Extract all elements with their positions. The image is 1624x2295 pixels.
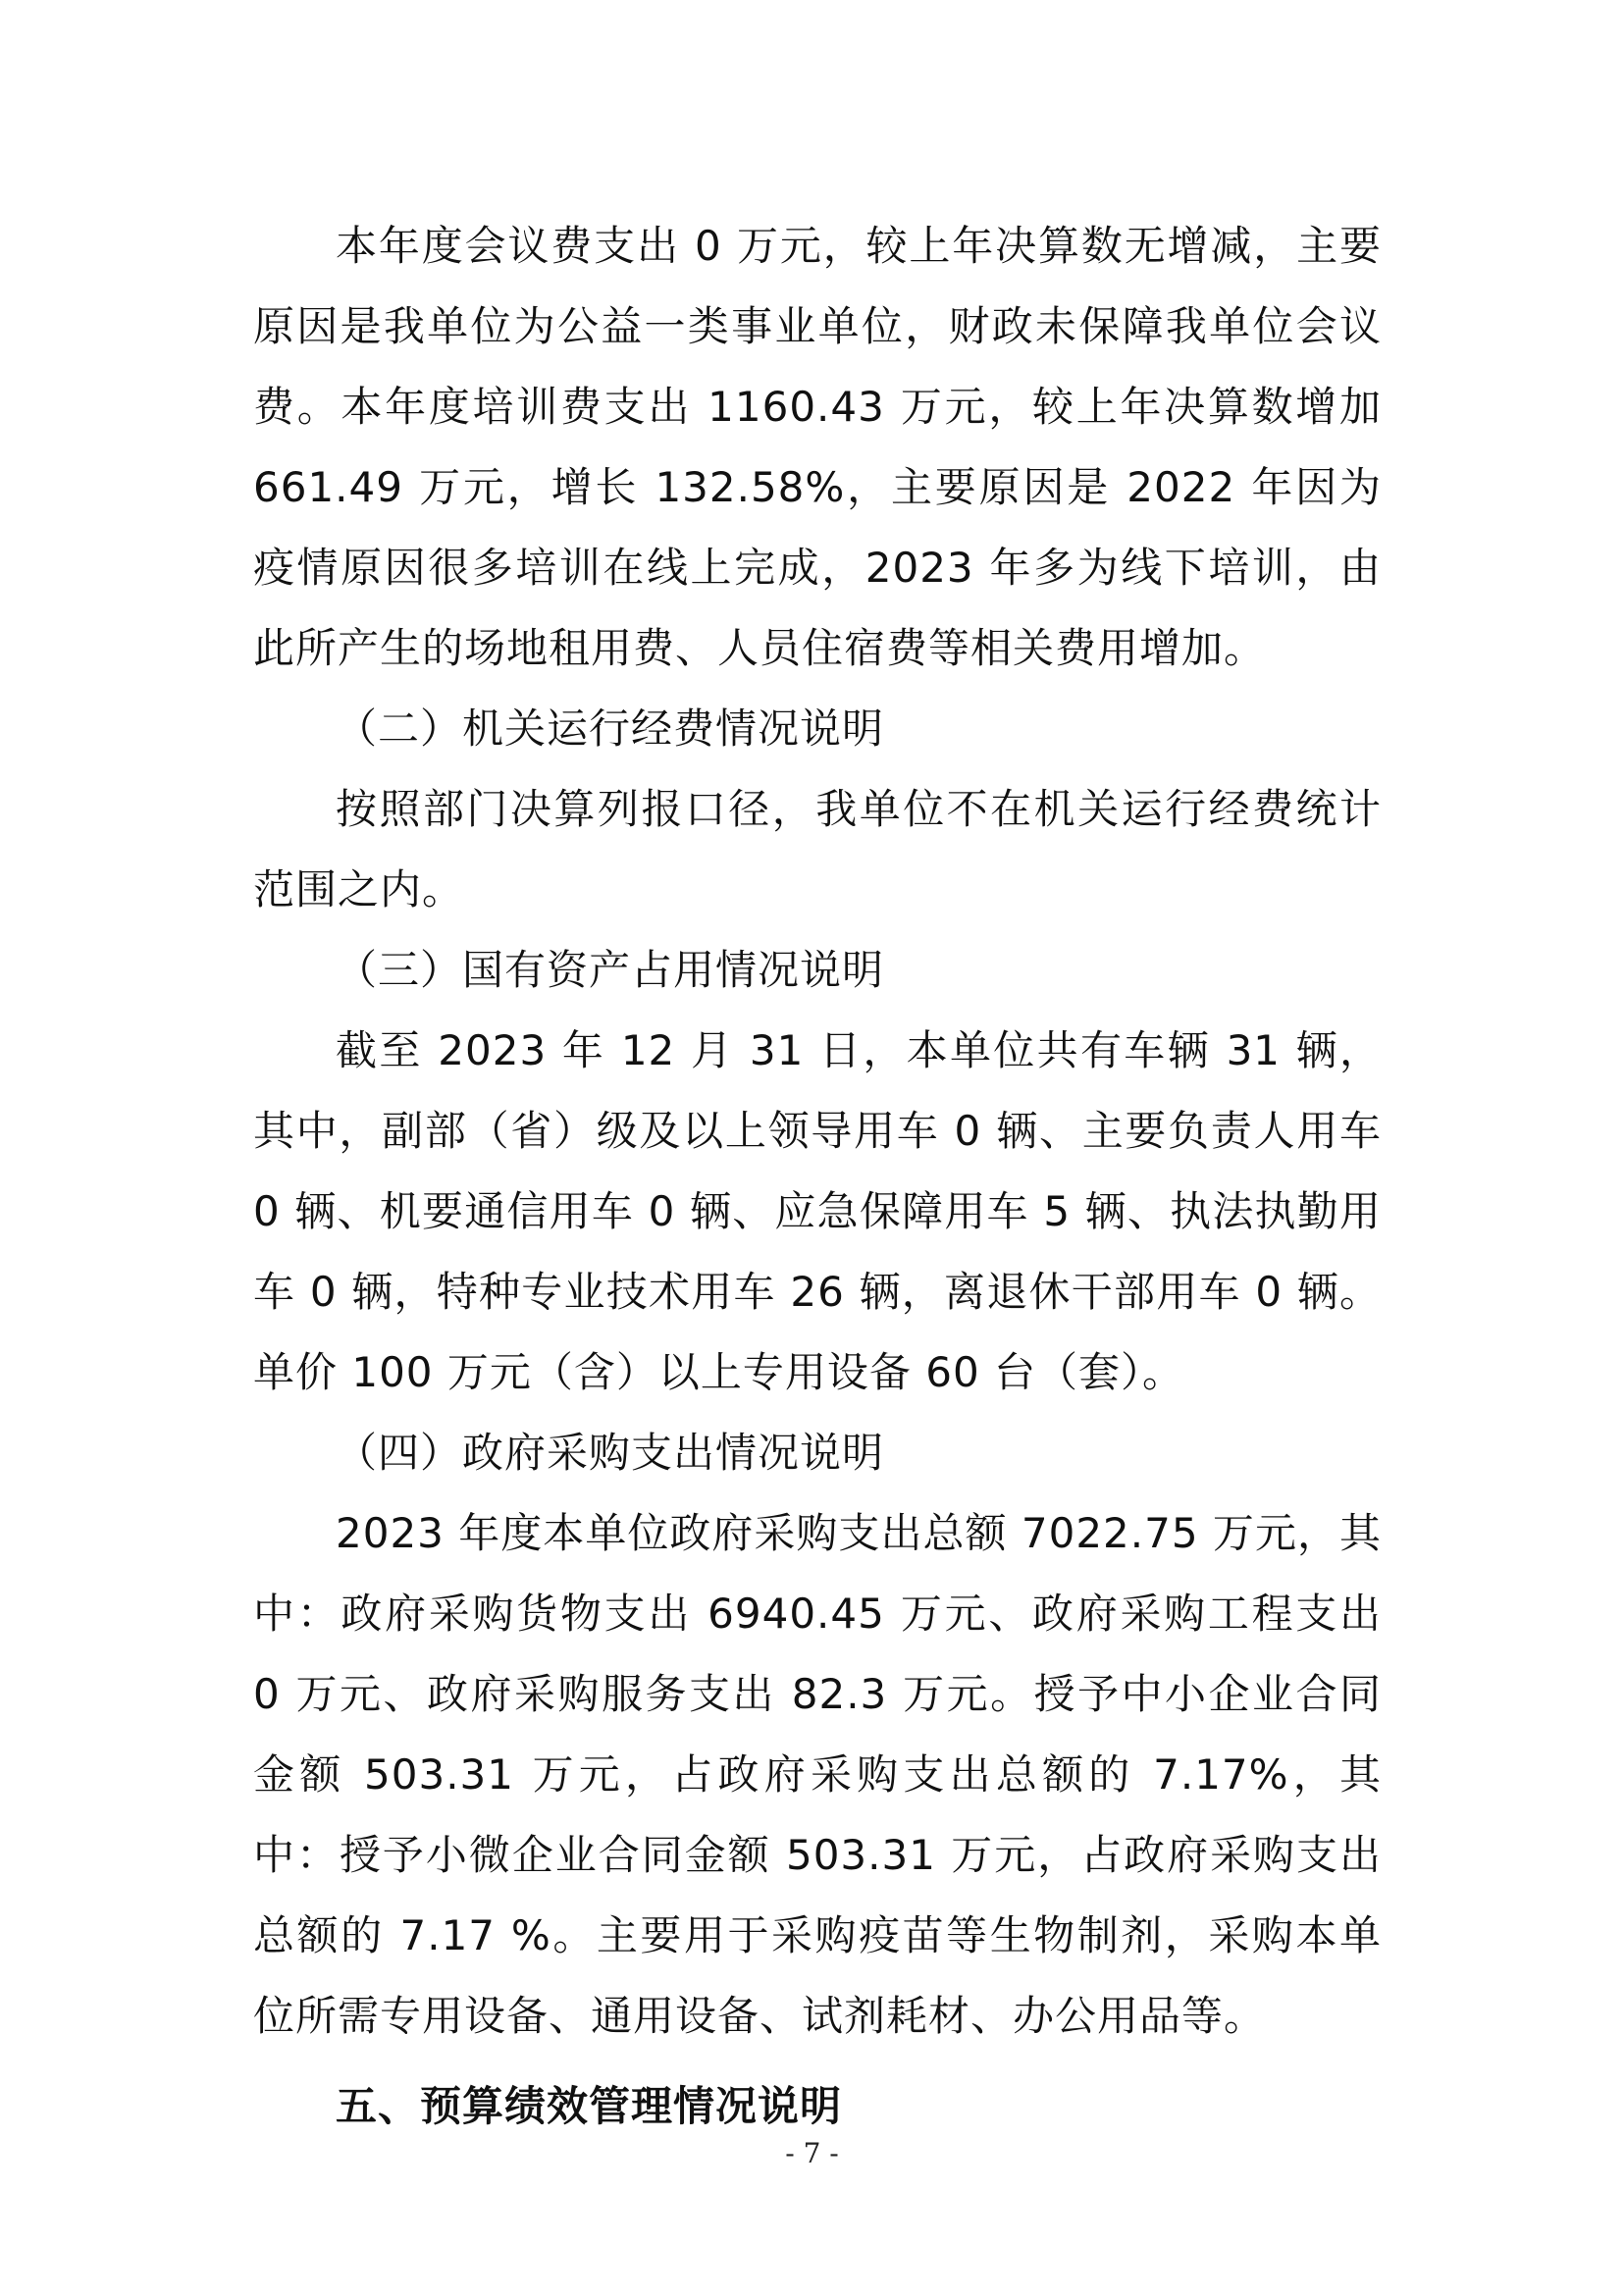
paragraph-government-procurement: 2023 年度本单位政府采购支出总额 7022.75 万元，其中：政府采购货物支出 6940.45 万元、政府采购工程支出 0 万元、政府采购服务支出 82.3 万元。授予中小企业合同金额 503.31 万元，占政府采购支出总额的 7.17%，其中：授予小微企业合同金额 503.31 万元，占政府采购支出总额的 7.17 %。主要用于采购疫苗等生物制剂，采购本单位所需专用设备、通用设备、试剂耗材、办公用品等。 <box>253 1509 1382 2040</box>
paragraph-state-assets: 截至 2023 年 12 月 31 日，本单位共有车辆 31 辆，其中，副部（省）级及以上领导用车 0 辆、主要负责人用车 0 辆、机要通信用车 0 辆、应急保障用车 5 辆、执法执勤用车 0 辆，特种专业技术用车 26 辆，离退休干部用车 0 辆。单价 100 万元（含）以上专用设备 60 台（套）。 <box>253 1026 1382 1396</box>
paragraph-operating-expenses: 按照部门决算列报口径，我单位不在机关运行经费统计范围之内。 <box>253 785 1382 913</box>
page-number: - 7 - <box>785 2137 839 2169</box>
subheading-government-procurement: （四）政府采购支出情况说明 <box>336 1429 885 1477</box>
page-content <box>253 206 1382 2147</box>
paragraph-meeting-training-fees: 本年度会议费支出 0 万元，较上年决算数无增减，主要原因是我单位为公益一类事业单位，财政未保障我单位会议费。本年度培训费支出 1160.43 万元，较上年决算数增加 661.49 万元，增长 132.58%，主要原因是 2022 年因为疫情原因很多培训在线上完成，2023 年多为线下培训，由此所产生的场地租用费、人员住宿费等相关费用增加。 <box>253 222 1382 672</box>
subheading-operating-expenses: （二）机关运行经费情况说明 <box>336 704 885 753</box>
subheading-state-assets: （三）国有资产占用情况说明 <box>336 946 885 994</box>
section-heading-performance-management: 五、预算绩效管理情况说明 <box>336 2082 843 2130</box>
